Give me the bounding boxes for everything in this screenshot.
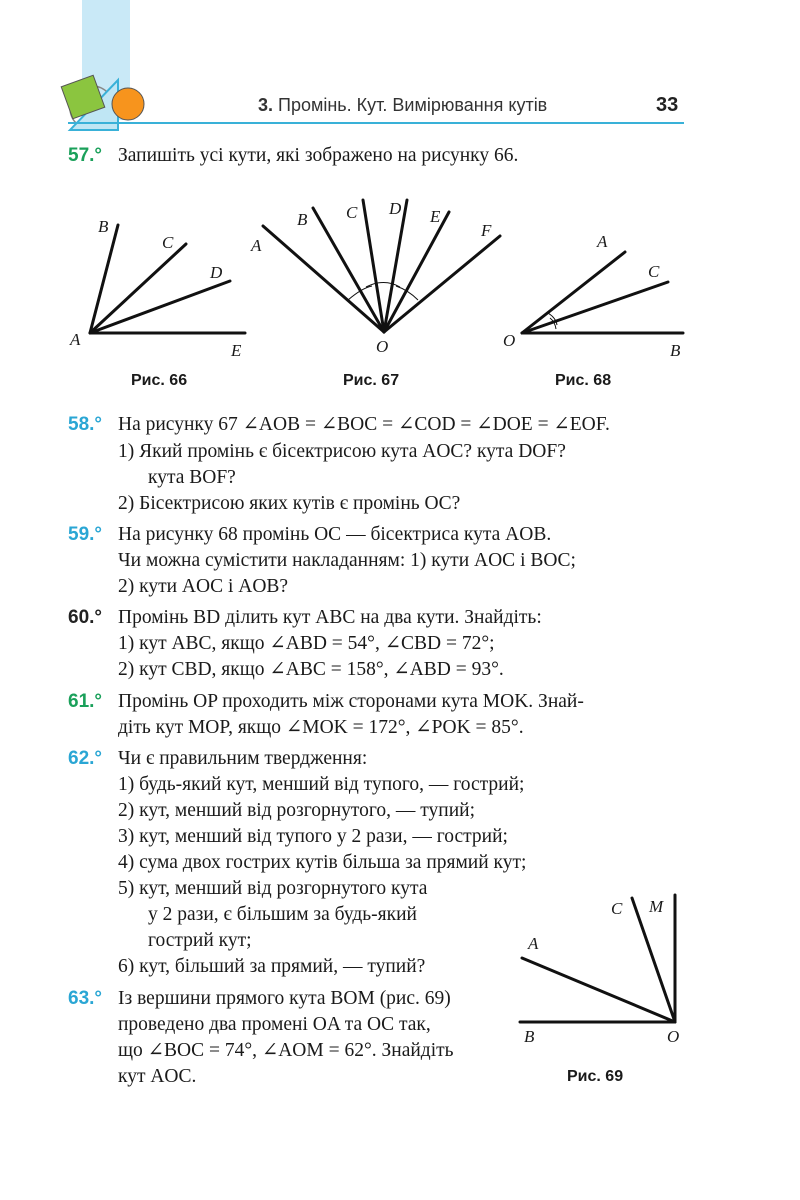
problem-60-number: 60.°: [68, 607, 103, 628]
problem-63-line: кут AOC.: [118, 1066, 197, 1087]
fig68-label-o: O: [503, 331, 516, 350]
fig67-label-b: B: [297, 210, 308, 229]
problem-58-line: кута BOF?: [148, 467, 236, 488]
fig68-label-a: A: [597, 232, 608, 251]
problem-57-text: Запишіть усі кути, які зображено на рисунку 66.: [118, 145, 519, 166]
problem-60-line: 1) кут ABC, якщо ∠ABD = 54°, ∠CBD = 72°;: [118, 633, 495, 654]
fig69-caption: Рис. 69: [567, 1068, 624, 1085]
fig69-label-a: A: [528, 934, 539, 953]
fig68-label-c: C: [648, 262, 660, 281]
fig69-label-b: B: [524, 1027, 535, 1046]
problem-60-line: 2) кут CBD, якщо ∠ABC = 158°, ∠ABD = 93°.: [118, 659, 504, 680]
fig66-label-c: C: [162, 233, 174, 252]
problem-62-line: 1) будь-який кут, менший від тупого, — гострий;: [118, 774, 525, 795]
page-number: 33: [656, 94, 679, 116]
fig67-caption: Рис. 67: [343, 372, 400, 389]
problem-59-line: На рисунку 68 промінь OC — бісектриса кута AOB.: [118, 524, 552, 545]
fig67-label-f: F: [481, 221, 492, 240]
problem-63-line: проведено два промені OA та OC так,: [118, 1014, 431, 1035]
fig68-label-b: B: [670, 341, 681, 360]
fig69-label-m: M: [649, 897, 664, 916]
problem-58-line: 2) Бісектрисою яких кутів є промінь OC?: [118, 493, 461, 514]
problem-57-number: 57.°: [68, 145, 103, 166]
fig67-label-a: A: [251, 236, 262, 255]
problem-63-line: що ∠BOC = 74°, ∠AOM = 62°. Знайдіть: [118, 1040, 454, 1061]
problem-58-line: 1) Який промінь є бісектрисою кута AOC? кута DOF?: [118, 441, 566, 462]
fig69-label-o: O: [667, 1027, 680, 1046]
fig66-label-e: E: [231, 341, 242, 360]
fig66-label-d: D: [210, 263, 223, 282]
figure-68-arcs: [548, 313, 557, 329]
fig68-caption: Рис. 68: [555, 372, 612, 389]
problem-62-line: 5) кут, менший від розгорнутого кута: [118, 878, 428, 899]
problem-62-line: 4) сума двох гострих кутів більша за прямий кут;: [118, 852, 527, 873]
problem-62-number: 62.°: [68, 748, 103, 769]
problem-62-line: Чи є правильним твердження:: [118, 748, 368, 769]
chapter-title: 3. Промінь. Кут. Вимірювання кутів: [258, 95, 548, 115]
fig66-label-a: A: [70, 330, 81, 349]
problem-63-line: Із вершини прямого кута BOM (рис. 69): [118, 988, 451, 1009]
fig67-label-c: C: [346, 203, 358, 222]
problem-63-number: 63.°: [68, 988, 103, 1009]
problem-60-line: Промінь BD ділить кут ABC на два кути. Знайдіть:: [118, 607, 542, 628]
problem-61-number: 61.°: [68, 691, 103, 712]
problem-62-line: у 2 рази, є більшим за будь-який: [148, 904, 417, 925]
fig67-label-e: E: [430, 207, 441, 226]
problem-62-line: гострий кут;: [148, 930, 252, 951]
problem-59-line: Чи можна сумістити накладанням: 1) кути AOC і BOC;: [118, 550, 576, 571]
problem-59-line: 2) кути AOC і AOB?: [118, 576, 289, 597]
problem-58-line: На рисунку 67 ∠AOB = ∠BOC = ∠COD = ∠DOE = ∠EOF.: [118, 414, 610, 435]
problem-62-line: 6) кут, більший за прямий, — тупий?: [118, 956, 426, 977]
problem-59-number: 59.°: [68, 524, 103, 545]
problem-61-line: Промінь OP проходить між сторонами кута MOK. Знай-: [118, 691, 584, 712]
fig66-caption: Рис. 66: [131, 372, 188, 389]
fig69-label-c: C: [611, 899, 623, 918]
problem-62-line: 3) кут, менший від тупого у 2 рази, — гострий;: [118, 826, 508, 847]
fig66-label-b: B: [98, 217, 109, 236]
fig67-label-d: D: [389, 199, 402, 218]
problem-61-line: діть кут MOP, якщо ∠MOK = 172°, ∠POK = 85°.: [118, 717, 524, 738]
problem-58-number: 58.°: [68, 414, 103, 435]
fig67-label-o: O: [376, 337, 389, 356]
problem-62-line: 2) кут, менший від розгорнутого, — тупий;: [118, 800, 476, 821]
